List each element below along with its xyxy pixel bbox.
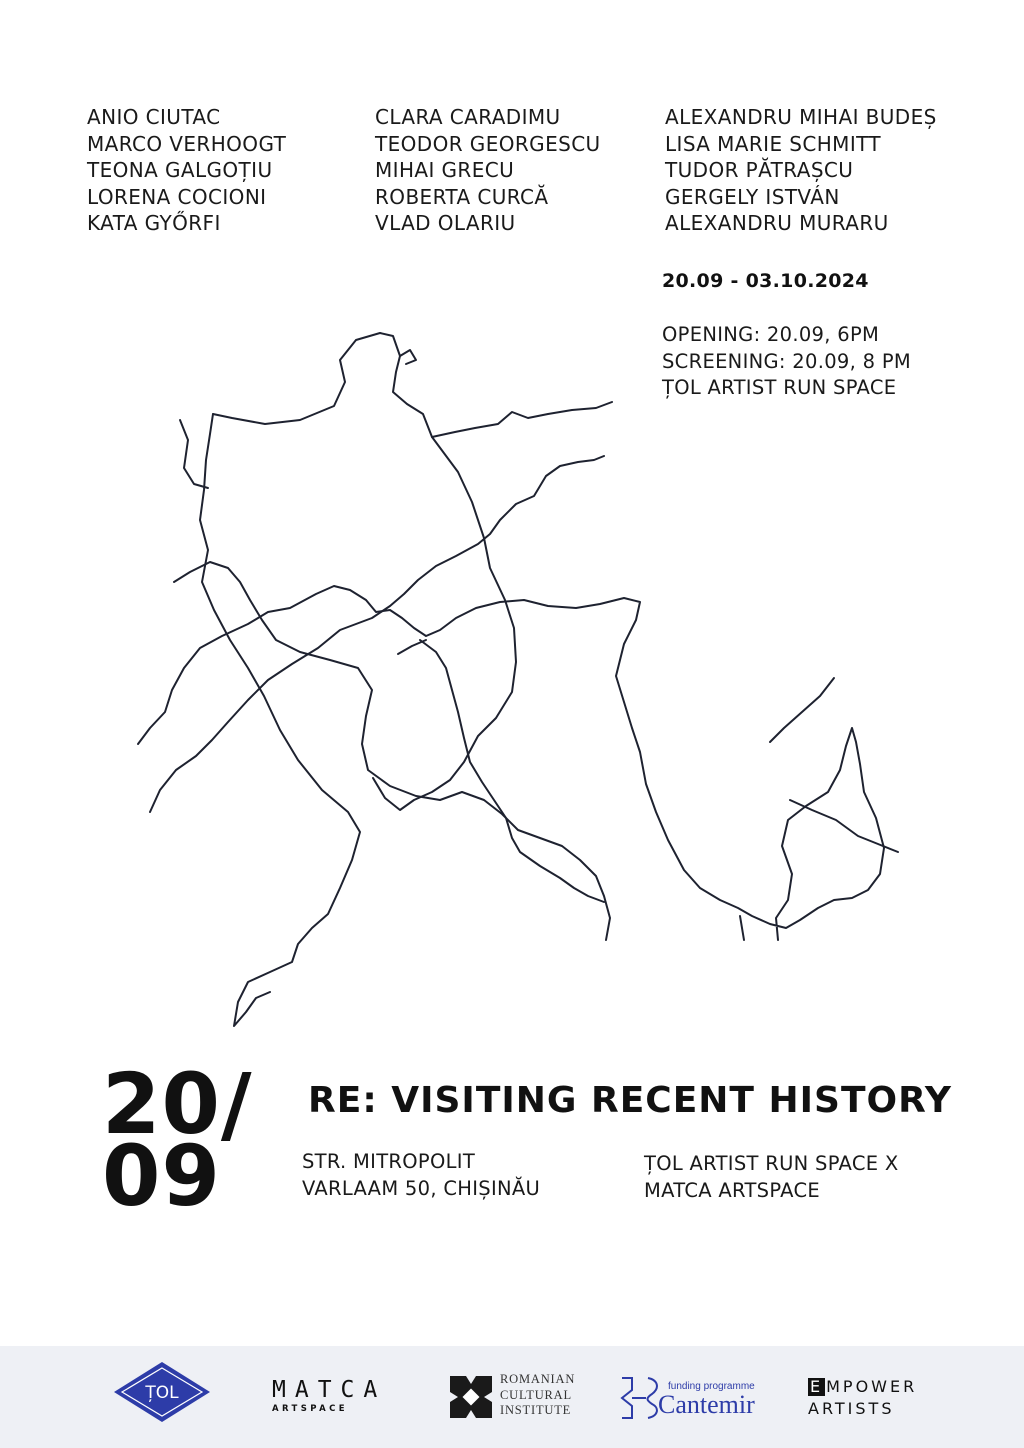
artist-name: GERGELY ISTVÁN	[665, 184, 840, 209]
map-line	[138, 586, 884, 940]
empower-line-1	[808, 1376, 938, 1398]
artist-name: ANIO CIUTAC	[87, 105, 221, 129]
tol-logo-icon	[112, 1360, 212, 1424]
map-line	[770, 678, 834, 742]
matca-logo	[272, 1377, 387, 1414]
organizers	[644, 1150, 899, 1204]
cantemir-logo-small-text: funding programme	[668, 1381, 755, 1392]
artist-name: LORENA COCIONI	[87, 184, 267, 209]
rci-logo-text	[500, 1372, 575, 1419]
empower-rest: MPOWER	[826, 1377, 918, 1396]
organizers-line-1: ȚOL ARTIST RUN SPACE X	[644, 1152, 899, 1175]
artist-name: MARCO VERHOOGT	[87, 131, 287, 156]
rci-logo	[448, 1372, 588, 1422]
artist-name: LISA MARIE SCHMITT	[665, 131, 882, 156]
artist-name: VLAD OLARIU	[375, 211, 516, 235]
map-line	[740, 916, 744, 940]
artist-name: ROBERTA CURCĂ	[375, 184, 549, 209]
rci-text-line: INSTITUTE	[500, 1403, 572, 1417]
cantemir-logo-icon	[618, 1372, 662, 1424]
address-line-1: STR. MITROPOLIT	[302, 1150, 476, 1173]
map-line	[150, 456, 604, 812]
matca-logo-main: MATCA	[272, 1377, 387, 1403]
rci-logo-icon	[450, 1376, 492, 1418]
venue-name: ȚOL ARTIST RUN SPACE	[662, 376, 897, 399]
cantemir-logo-name: Cantemir	[658, 1390, 755, 1419]
address-line-2: VARLAAM 50, CHIȘINĂU	[302, 1177, 541, 1200]
rci-text-line: CULTURAL	[500, 1387, 572, 1402]
map-line	[420, 640, 604, 902]
empower-line-2: ARTISTS	[808, 1399, 895, 1418]
map-line	[400, 350, 416, 364]
cantemir-logo	[618, 1372, 768, 1424]
exhibition-dates: 20.09 - 03.10.2024	[662, 270, 869, 292]
big-date-line-2: 09	[102, 1127, 221, 1225]
map-line	[432, 402, 612, 437]
artist-name: CLARA CARADIMU	[375, 105, 561, 129]
matca-logo-sub: ARTSPACE	[272, 1404, 348, 1414]
opening-time: OPENING: 20.09, 6PM	[662, 323, 880, 346]
artist-name: MIHAI GRECU	[375, 158, 515, 182]
map-line	[213, 333, 516, 810]
address	[302, 1148, 540, 1202]
artist-name: ALEXANDRU MURARU	[665, 211, 889, 235]
empower-artists-logo	[808, 1376, 938, 1420]
artist-name: TEODOR GEORGESCU	[375, 131, 601, 156]
map-line	[398, 640, 426, 654]
artist-name: TEONA GALGOȚIU	[87, 158, 273, 182]
map-line	[200, 414, 360, 1026]
map-line	[790, 800, 898, 852]
tol-logo-text: ȚOL	[145, 1383, 179, 1403]
big-date-line-1: 20/	[102, 1055, 253, 1153]
empower-box-letter: E	[810, 1377, 824, 1396]
map-line	[174, 562, 610, 940]
organizers-line-2: MATCA ARTSPACE	[644, 1179, 820, 1202]
rci-text-line: ROMANIAN	[500, 1372, 576, 1386]
exhibition-title: RE: VISITING RECENT HISTORY	[308, 1080, 952, 1121]
artist-name: TUDOR PĂTRAȘCU	[665, 158, 854, 182]
artist-name: KATA GYŐRFI	[87, 211, 221, 235]
artist-name: ALEXANDRU MIHAI BUDEȘ	[665, 105, 937, 129]
big-date	[102, 1055, 253, 1225]
map-line	[180, 420, 208, 488]
screening-time: SCREENING: 20.09, 8 PM	[662, 349, 911, 373]
